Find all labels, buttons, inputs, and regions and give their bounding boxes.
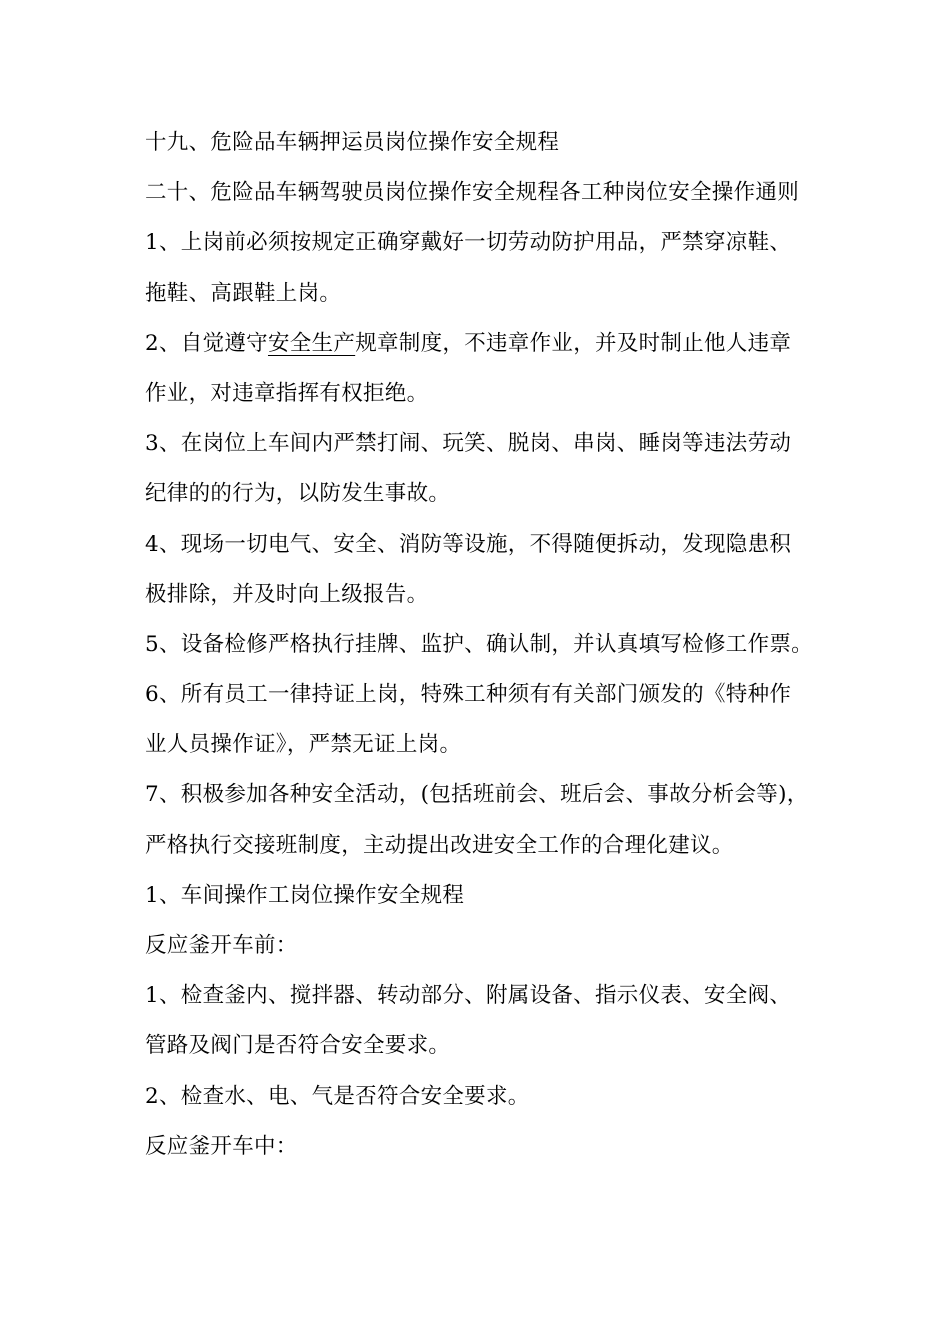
- text-segment: 2、自觉遵守: [145, 330, 268, 356]
- text-line: 极排除，并及时向上级报告。: [145, 581, 429, 607]
- text-line: 业人员操作证》，严禁无证上岗。: [145, 732, 462, 758]
- text-line: 1、车间操作工岗位操作安全规程: [145, 882, 465, 908]
- text-line: 严格执行交接班制度，主动提出改进安全工作的合理化建议。: [145, 832, 734, 858]
- text-line: 反应釜开车前：: [145, 933, 298, 958]
- text-line: [145, 319, 815, 369]
- text-line: 4、现场一切电气、安全、消防等设施，不得随便拆动，发现隐患积: [145, 531, 792, 557]
- text-line: 拖鞋、高跟鞋上岗。: [145, 280, 342, 306]
- text-line: 5、设备检修严格执行挂牌、监护、确认制，并认真填写检修工作票。: [145, 631, 813, 657]
- text-line: 3、在岗位上车间内严禁打闹、玩笑、脱岗、串岗、睡岗等违法劳动: [145, 431, 792, 457]
- text-line: 7、积极参加各种安全活动，(包括班前会、班后会、事故分析会等)，: [145, 782, 809, 808]
- text-line: 作业，对违章指挥有权拒绝。: [145, 380, 429, 406]
- text-line: 1、检查釜内、搅拌器、转动部分、附属设备、指示仪表、安全阀、: [145, 983, 792, 1009]
- document-body: [145, 118, 815, 1172]
- text-line: 纪律的的行为，以防发生事故。: [145, 481, 451, 507]
- text-segment: 规章制度，不违章作业，并及时制止他人违章: [355, 330, 792, 356]
- text-line: 1、上岗前必须按规定正确穿戴好一切劳动防护用品，严禁穿凉鞋、: [145, 230, 792, 256]
- text-line: 二十、危险品车辆驾驶员岗位操作安全规程各工种岗位安全操作通则: [145, 180, 800, 206]
- text-line: 2、检查水、电、气是否符合安全要求。: [145, 1083, 530, 1109]
- text-line: 管路及阀门是否符合安全要求。: [145, 1033, 451, 1059]
- underlined-text: 安全生产: [267, 330, 356, 356]
- text-line: 十九、危险品车辆押运员岗位操作安全规程: [145, 130, 560, 155]
- text-line: 反应釜开车中：: [145, 1133, 298, 1159]
- text-line: 6、所有员工一律持证上岗，特殊工种须有有关部门颁发的《特种作: [145, 682, 792, 708]
